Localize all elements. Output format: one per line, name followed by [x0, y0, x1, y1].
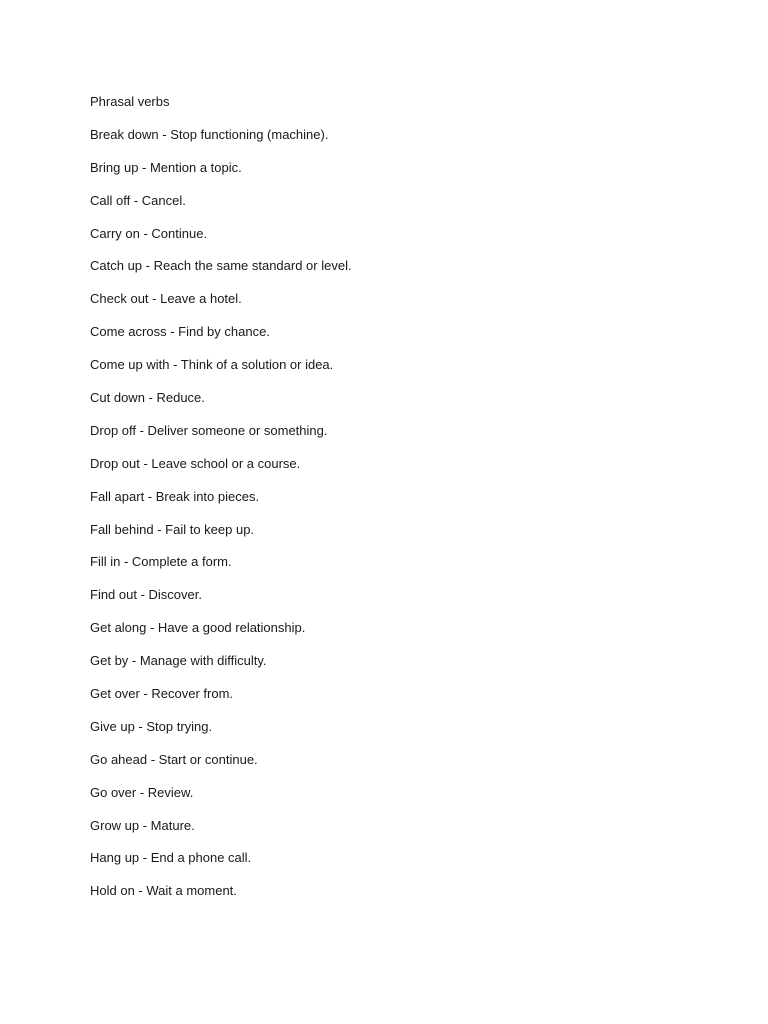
- entry-line: Fall behind - Fail to keep up.: [90, 521, 255, 537]
- entry-line: Check out - Leave a hotel.: [90, 291, 242, 307]
- document-body: [90, 93, 710, 915]
- entry-line: Go ahead - Start or continue.: [90, 751, 258, 767]
- entry-line: Go over - Review.: [90, 784, 194, 800]
- entry-line: Get along - Have a good relationship.: [90, 620, 306, 636]
- entry-line: Drop off - Deliver someone or something.: [90, 422, 328, 438]
- entry-line: Hold on - Wait a moment.: [90, 883, 237, 899]
- entry-line: Get by - Manage with difficulty.: [90, 653, 267, 669]
- entry-line: Get over - Recover from.: [90, 686, 234, 702]
- entry-line: Come across - Find by chance.: [90, 324, 270, 340]
- entry-line: Fill in - Complete a form.: [90, 554, 232, 570]
- entry-line: Fall apart - Break into pieces.: [90, 488, 260, 504]
- entry-line: Cut down - Reduce.: [90, 390, 205, 406]
- entry-line: Break down - Stop functioning (machine).: [90, 126, 329, 142]
- entry-line: Grow up - Mature.: [90, 817, 195, 833]
- document-title: Phrasal verbs: [90, 94, 170, 109]
- entry-line: Carry on - Continue.: [90, 225, 208, 241]
- entry-line: Call off - Cancel.: [90, 192, 186, 208]
- entry-line: Give up - Stop trying.: [90, 718, 213, 734]
- entry-line: Catch up - Reach the same standard or level.: [90, 258, 352, 274]
- entry-line: Come up with - Think of a solution or idea.: [90, 357, 334, 373]
- entry-line: Find out - Discover.: [90, 587, 202, 603]
- entry-line: Bring up - Mention a topic.: [90, 159, 242, 175]
- entry-line: Hang up - End a phone call.: [90, 850, 252, 866]
- entry-line: Drop out - Leave school or a course.: [90, 455, 301, 471]
